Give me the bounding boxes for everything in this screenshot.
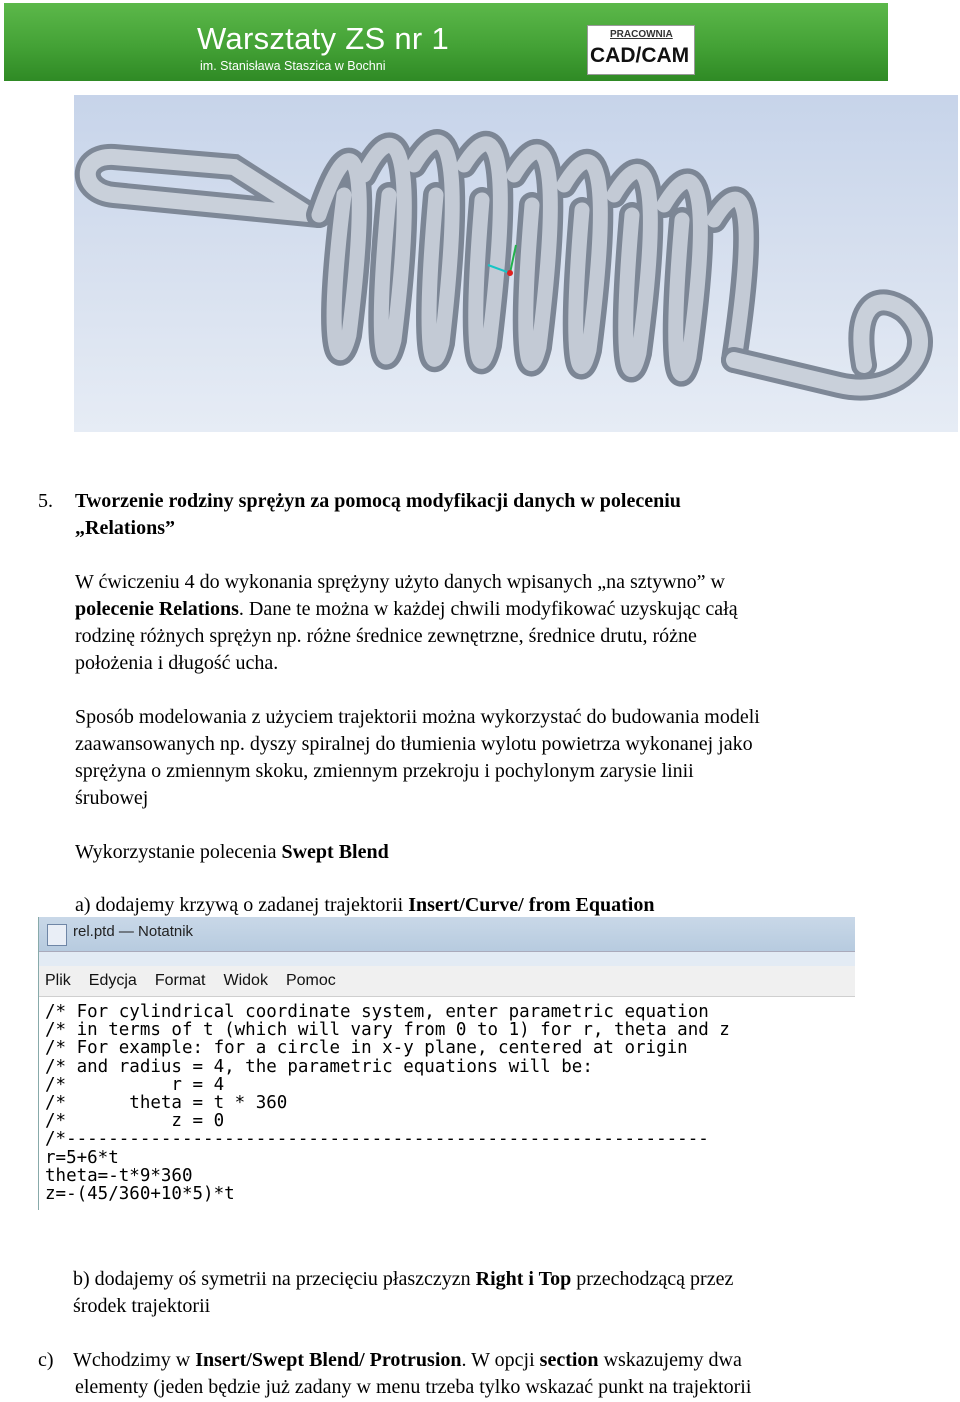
code-line: /* z = 0 [45, 1111, 225, 1132]
menu-format[interactable]: Format [154, 972, 206, 989]
step-c-label: c) [38, 1349, 54, 1371]
notepad-titlebar [39, 917, 855, 951]
paragraph-line [75, 596, 738, 623]
spring-illustration [74, 95, 958, 432]
notepad-app-icon [47, 924, 67, 946]
menu-view[interactable]: Widok [223, 972, 268, 989]
header-banner [4, 3, 888, 81]
notepad-menubar [39, 966, 855, 997]
notepad-title: rel.ptd — Notatnik [73, 923, 194, 940]
code-line: /* theta = t * 360 [45, 1093, 288, 1114]
swept-blend-protrusion: Insert/Swept Blend/ Protrusion [195, 1349, 462, 1371]
logo-top-text: PRACOWNIA [610, 29, 673, 40]
section-heading-line2: „Relations” [75, 517, 175, 539]
relations-command: polecenie Relations [75, 598, 239, 620]
code-line: /* For cylindrical coordinate system, enter parametric equation [45, 1002, 709, 1022]
paragraph-text: b) dodajemy oś symetrii na przecięciu płaszczyzn [73, 1268, 476, 1290]
notepad-window [38, 917, 855, 1210]
section-option: section [539, 1349, 599, 1371]
step-b-line: środek trajektorii [73, 1295, 211, 1317]
paragraph-text: a) dodajemy krzywą o zadanej trajektorii [75, 894, 409, 916]
logo-main-text: CAD/CAM [590, 44, 690, 67]
code-line: z=-(45/360+10*5)*t [45, 1184, 235, 1205]
paragraph-line: położenia i długość ucha. [75, 652, 279, 674]
code-line: /* in terms of t (which will vary from 0 to 1) for r, theta and z [45, 1020, 730, 1041]
menu-edit[interactable]: Edycja [88, 972, 137, 989]
spring-render-image [74, 95, 958, 432]
school-subtitle: im. Stanisława Staszica w Bochni [200, 59, 386, 73]
code-line: theta=-t*9*360 [45, 1165, 193, 1186]
paragraph-text: . Dane te można w każdej chwili modyfikować uzyskując całą [238, 598, 738, 620]
section-heading-line1: Tworzenie rodziny sprężyn za pomocą modyfikacji danych w poleceniu [75, 490, 681, 512]
paragraph-line: sprężyna o zmiennym skoku, zmiennym przekroju i pochylonym zarysie linii [75, 760, 694, 782]
notepad-frame [39, 951, 855, 966]
insert-curve-command: Insert/Curve/ from Equation [408, 894, 655, 916]
paragraph-text: Wykorzystanie polecenia [75, 841, 282, 863]
paragraph-text: . W opcji [461, 1349, 540, 1371]
paragraph-line: rodzinę różnych sprężyn np. różne średnice zewnętrzne, średnice drutu, różne [75, 625, 697, 647]
school-name: Warsztaty ZS nr 1 [197, 21, 449, 56]
code-line: /* r = 4 [45, 1074, 225, 1095]
right-top-planes: Right i Top [475, 1268, 572, 1290]
paragraph-line [75, 839, 389, 866]
code-line: /* For example: for a circle in x-y plane, centered at origin [45, 1038, 688, 1059]
paragraph-text: Wchodzimy w [73, 1349, 196, 1371]
paragraph-line: W ćwiczeniu 4 do wykonania sprężyny użyto danych wpisanych „na sztywno” w [75, 571, 725, 593]
step-b-line [73, 1266, 733, 1293]
step-c-line: elementy (jeden będzie już zadany w menu trzeba tylko wskazać punkt na trajektorii [75, 1376, 752, 1398]
section-number: 5. [38, 490, 53, 512]
swept-blend-command: Swept Blend [281, 841, 389, 863]
cadcam-logo [587, 25, 695, 75]
step-c-line [73, 1347, 742, 1374]
code-line: /*------------------------------------------------------------- [45, 1129, 709, 1150]
menu-file[interactable]: Plik [45, 972, 71, 989]
paragraph-line: Sposób modelowania z użyciem trajektorii można wykorzystać do budowania modeli [75, 706, 760, 728]
paragraph-line: zaawansowanych np. dyszy spiralnej do tłumienia wylotu powietrza wykonanej jako [75, 733, 753, 755]
menu-help[interactable]: Pomoc [285, 972, 336, 989]
step-a-line [75, 892, 655, 919]
paragraph-text: przechodzącą przez [571, 1268, 734, 1290]
code-line: /* and radius = 4, the parametric equations will be: [45, 1056, 593, 1077]
paragraph-text: wskazujemy dwa [598, 1349, 742, 1371]
notepad-text-area[interactable] [39, 997, 855, 1203]
code-line: r=5+6*t [45, 1147, 119, 1168]
paragraph-line: śrubowej [75, 787, 149, 809]
